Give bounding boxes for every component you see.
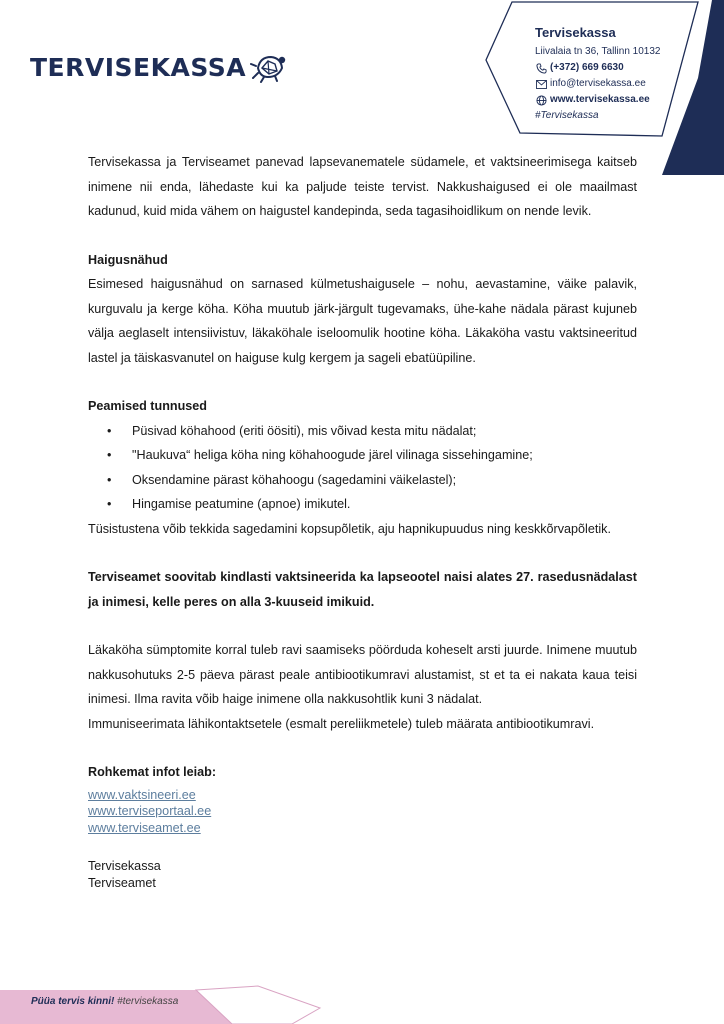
symptoms-heading: Haigusnähud (88, 252, 168, 267)
address-text: Liivalaia tn 36, Tallinn 10132 (535, 46, 661, 57)
website-text[interactable]: www.tervisekassa.ee (550, 94, 650, 105)
phone-row (535, 60, 660, 76)
footer-hashtag: #tervisekassa (117, 996, 179, 1007)
more-info-heading: Rohkemat infot leiab: (88, 765, 217, 779)
signature-line: Tervisekassa (88, 859, 161, 873)
website-row (535, 92, 660, 108)
footer-slogan (31, 996, 178, 1007)
email-row (535, 76, 660, 92)
complications-paragraph: Tüsistustena võib tekkida sagedamini kopsupõletik, aju hapnikupuudus ning keskkõrvapõletik. (88, 521, 611, 536)
list-item: • Hingamise peatumine (apnoe) imikutel. (88, 492, 637, 517)
slogan-text: Püüa tervis kinni! (31, 996, 115, 1007)
list-item: • "Haukuva“ heliga köha ning köhahoogude järel vilinaga sissehingamine; (88, 443, 637, 468)
list-item: • Püsivad köhahood (eriti öösiti), mis võivad kesta mitu nädalat; (88, 419, 637, 444)
letter-body (88, 150, 637, 892)
signs-list (88, 419, 637, 517)
contacts-paragraph: Immuniseerimata lähikontaktsetele (esmalt pereliikmetele) tuleb määrata antibiootikumravi. (88, 716, 595, 731)
signature (88, 858, 637, 892)
turtle-icon (250, 50, 286, 84)
list-item: • Oksendamine pärast köhahoogu (sagedamini väikelastel); (88, 468, 637, 493)
contact-block (535, 24, 660, 124)
symptoms-paragraph: Esimesed haigusnähud on sarnased külmetushaigusele – nohu, aevastamine, väike palavik, kurguvalu ja kerge köha. Köha muutub järk-järgult tugevamaks, ühe-kahe nädala pärast kujuneb välja aeglaselt intensiivistuv, läkaköhale iseloomulik hootine köha. Läkaköha vastu vaktsineeritud lastel ja täiskasvanutel on haiguse kulg kergem ja sageli ebatüüpiline. (88, 277, 637, 365)
recommendation-paragraph: Terviseamet soovitab kindlasti vaktsineerida ka lapseootel naisi alates 27. rasedusnädalast ja inimesi, kelle peres on alla 3-kuuseid imikuid. (88, 570, 637, 609)
hashtag-row (535, 108, 660, 124)
signs-heading: Peamised tunnused (88, 399, 207, 413)
more-info-links (88, 787, 637, 837)
treatment-paragraph: Läkaköha sümptomite korral tuleb ravi saamiseks pöörduda koheselt arsti juurde. Inimene muutub nakkusohutuks 2-5 päeva pärast peale antibiootikumravi alustamist, st et ta ei nakata kaua teisi inimesi. Ilma ravita võib haige inimene olla nakkusohtlik kuni 3 nädalat. (88, 643, 637, 706)
globe-icon (535, 94, 547, 106)
link-vaktsineeri[interactable]: www.vaktsineeri.ee (88, 787, 196, 802)
header-hashtag: #Tervisekassa (535, 110, 599, 121)
intro-paragraph: Tervisekassa ja Terviseamet panevad lapsevanematele südamele, et vaktsineerimisega kaitseb inimene nii enda, lähedaste kui ka paljude teiste tervist. Nakkushaigused ei ole maailmast kadunud, kuid mida vähem on haigustel kandepinda, seda tagasihoidlikum on nende levik. (88, 155, 637, 218)
tervisekassa-logo (30, 50, 286, 84)
link-terviseamet[interactable]: www.terviseamet.ee (88, 820, 201, 835)
logo-text: TERVISEKASSA (30, 52, 247, 82)
org-name: Tervisekassa (535, 25, 616, 40)
phone-text[interactable]: (+372) 669 6630 (550, 62, 624, 73)
envelope-icon (535, 78, 547, 90)
address-row (535, 44, 660, 60)
signature-line: Terviseamet (88, 876, 156, 890)
phone-icon (535, 62, 547, 74)
email-text[interactable]: info@tervisekassa.ee (550, 78, 646, 89)
link-terviseportaal[interactable]: www.terviseportaal.ee (88, 804, 212, 818)
